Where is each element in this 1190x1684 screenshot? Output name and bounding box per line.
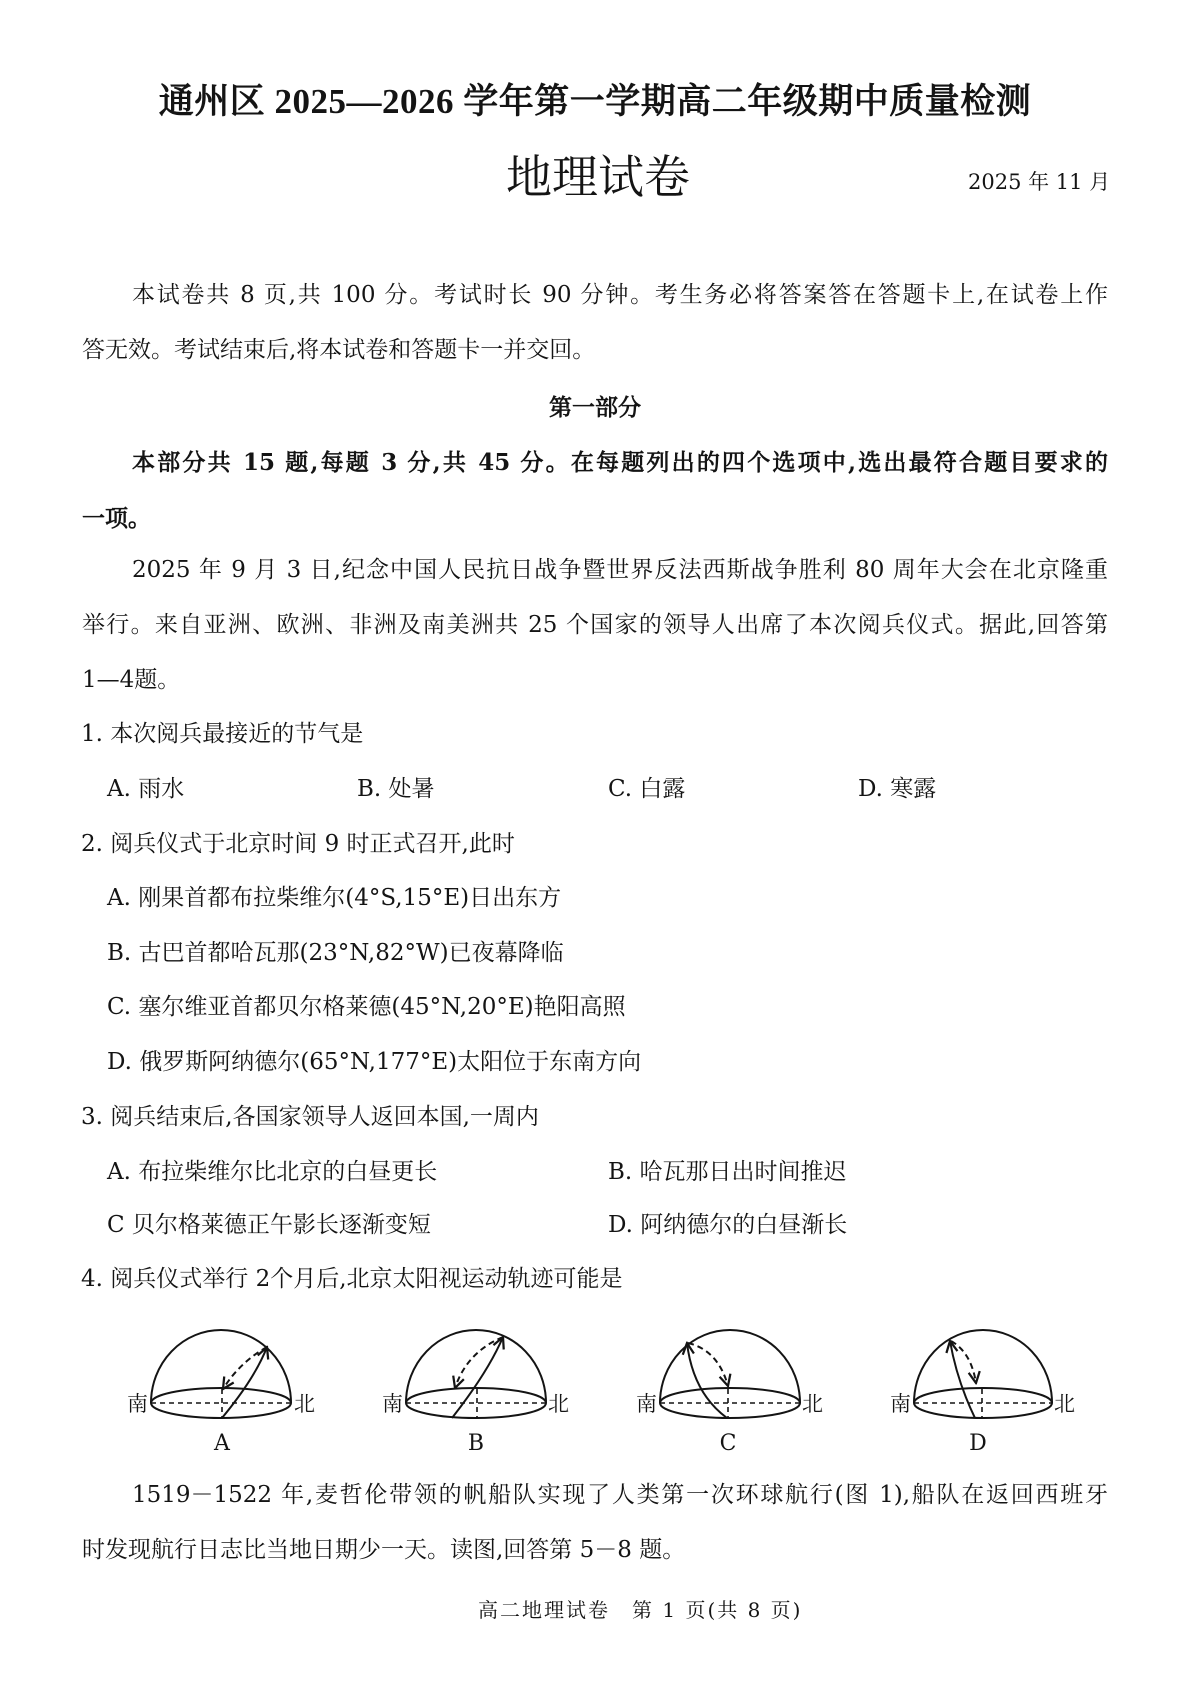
question-1-option-a: A. 雨水 bbox=[107, 776, 185, 802]
sun-path-arrow bbox=[950, 1341, 975, 1418]
exam-title: 通州区 2025—2026 学年第一学期高二年级期中质量检测 bbox=[158, 82, 1032, 121]
passage1-line-2: 举行。来自亚洲、欧洲、非洲及南美洲共 25 个国家的领导人出席了本次阅兵仪式。据此,回答第 bbox=[82, 612, 1108, 638]
sun-path-diagram-d bbox=[914, 1330, 1052, 1418]
section-instruction-line-1: 本部分共 15 题,每题 3 分,共 45 分。在每题列出的四个选项中,选出最符合题目要求的 bbox=[132, 449, 1108, 476]
south-label-d: 南 bbox=[890, 1392, 911, 1416]
diagram-option-b-label: B bbox=[467, 1431, 485, 1456]
question-1-stem: 1. 本次阅兵最接近的节气是 bbox=[81, 721, 364, 747]
page-footer: 高二地理试卷 第 1 页(共 8 页) bbox=[478, 1598, 803, 1622]
sun-path-arrow bbox=[687, 1343, 727, 1418]
intro-line-2: 答无效。考试结束后,将本试卷和答题卡一并交回。 bbox=[82, 337, 596, 363]
question-2-option-c: C. 塞尔维亚首都贝尔格莱德(45°N,20°E)艳阳高照 bbox=[107, 994, 626, 1020]
question-1-option-d: D. 寒露 bbox=[858, 776, 937, 802]
diagram-option-a-label: A bbox=[214, 1431, 230, 1456]
question-1-option-c: C. 白露 bbox=[608, 776, 686, 802]
sun-path-diagram-c bbox=[660, 1330, 800, 1418]
question-2-option-b: B. 古巴首都哈瓦那(23°N,82°W)已夜幕降临 bbox=[107, 940, 564, 966]
question-4-stem: 4. 阅兵仪式举行 2个月后,北京太阳视运动轨迹可能是 bbox=[81, 1266, 623, 1292]
diagram-option-c-label: C bbox=[719, 1431, 737, 1456]
sun-path-diagram-a bbox=[151, 1330, 291, 1418]
north-label-d: 北 bbox=[1054, 1392, 1075, 1416]
section-heading: 第一部分 bbox=[549, 394, 641, 421]
question-3-option-c: C 贝尔格莱德正午影长逐渐变短 bbox=[107, 1212, 431, 1238]
question-2-stem: 2. 阅兵仪式于北京时间 9 时正式召开,此时 bbox=[81, 831, 515, 857]
question-2-option-d: D. 俄罗斯阿纳德尔(65°N,177°E)太阳位于东南方向 bbox=[107, 1049, 642, 1075]
question-3-option-b: B. 哈瓦那日出时间推迟 bbox=[608, 1159, 847, 1185]
sun-path-diagram-b bbox=[406, 1330, 546, 1418]
exam-subject-title: 地理试卷 bbox=[506, 150, 690, 204]
question-3-option-a: A. 布拉柴维尔比北京的白昼更长 bbox=[107, 1159, 438, 1185]
south-label-c: 南 bbox=[636, 1392, 657, 1416]
question-3-stem: 3. 阅兵结束后,各国家领导人返回本国,一周内 bbox=[81, 1104, 539, 1130]
north-label-a: 北 bbox=[294, 1392, 315, 1416]
question-3-option-d: D. 阿纳德尔的白昼渐长 bbox=[608, 1212, 848, 1238]
intro-line-1: 本试卷共 8 页,共 100 分。考试时长 90 分钟。考生务必将答案答在答题卡上,在试卷上作 bbox=[132, 282, 1108, 308]
section-instruction-line-2: 一项。 bbox=[82, 505, 151, 532]
north-label-b: 北 bbox=[548, 1392, 569, 1416]
sun-path-dashed-arrow bbox=[223, 1347, 267, 1389]
sun-path-diagrams bbox=[0, 1300, 1190, 1470]
south-label-a: 南 bbox=[127, 1392, 148, 1416]
south-label-b: 南 bbox=[382, 1392, 403, 1416]
sun-path-arrow bbox=[222, 1347, 267, 1418]
question-2-option-a: A. 刚果首都布拉柴维尔(4°S,15°E)日出东方 bbox=[107, 885, 562, 911]
sun-path-dashed-arrow bbox=[688, 1343, 728, 1386]
exam-date: 2025 年 11 月 bbox=[968, 170, 1111, 194]
passage2-line-2: 时发现航行日志比当地日期少一天。读图,回答第 5－8 题。 bbox=[82, 1537, 686, 1563]
passage2-line-1: 1519－1522 年,麦哲伦带领的帆船队实现了人类第一次环球航行(图 1),船队在返回西班牙 bbox=[132, 1482, 1108, 1508]
diagram-option-d-label: D bbox=[969, 1431, 987, 1456]
question-1-option-b: B. 处暑 bbox=[357, 776, 435, 802]
passage1-line-3: 1—4题。 bbox=[82, 667, 181, 693]
north-label-c: 北 bbox=[802, 1392, 823, 1416]
passage1-line-1: 2025 年 9 月 3 日,纪念中国人民抗日战争暨世界反法西斯战争胜利 80 周年大会在北京隆重 bbox=[132, 557, 1108, 583]
